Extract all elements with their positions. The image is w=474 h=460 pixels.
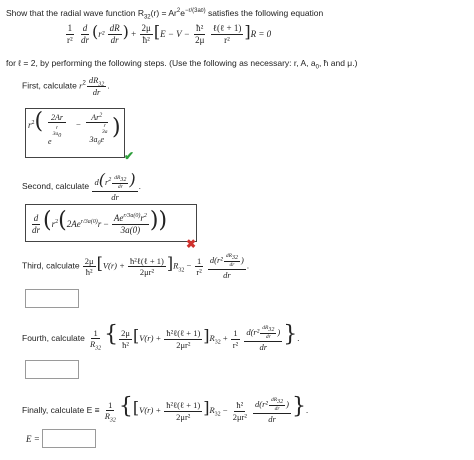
problem-statement: Show that the radial wave function $R_{32}(r) = Ar^2e^{-r/(3a0)}$ satisfies the following equation: [6, 8, 324, 21]
step5-minus: −: [222, 405, 228, 415]
step5-r2: r²: [262, 399, 268, 410]
condition-sub: 0: [315, 64, 319, 71]
eq-f2-den: ħ²: [142, 35, 150, 46]
eq-dr: dr: [110, 35, 119, 46]
step5-k-num: ħ²: [236, 400, 244, 411]
step1-ans-t2-num: Ar: [91, 113, 100, 122]
step4-k-den: r²: [232, 339, 239, 350]
step4-dr: dr: [259, 342, 268, 353]
step5-f-den: R: [104, 411, 110, 422]
step1-label: First, calculate: [22, 80, 77, 91]
step3-f-den: ħ²: [85, 267, 93, 278]
step4-f-num: 1: [93, 327, 98, 338]
condition-line: [6, 58, 358, 71]
step4-h-den: 2μr²: [176, 339, 191, 350]
step4-h-num: ħ²ℓ(ℓ + 1): [166, 328, 201, 339]
step1-ans-t2-densub: 0: [97, 140, 101, 147]
step2-ans-t2-expden: 3a(0): [127, 213, 141, 220]
func-subscript: 32: [143, 14, 151, 21]
step2-ans-t2-den: 3a(0): [120, 225, 141, 236]
step2-ans-expnum: r: [80, 219, 84, 225]
step1-r: r: [79, 80, 83, 91]
eq-f2-num: 2μ: [141, 23, 151, 34]
eq-r2: r²: [98, 29, 105, 39]
step4-dR: dR: [262, 325, 269, 332]
step1-prompt: First, calculate $r^2$ $\frac{dR_{32}}{dr}$ .: [22, 75, 110, 97]
step3-R: R: [173, 260, 179, 271]
step3-h-num: 1: [196, 255, 202, 266]
step5-R: R: [209, 405, 215, 415]
step3-minus: −: [186, 260, 192, 271]
exp-sup-sub: 0: [200, 8, 204, 15]
step2-sub: 32: [120, 177, 127, 184]
step5-dot: .: [305, 405, 309, 415]
step2-ans-r-after: r: [97, 219, 102, 229]
step2-ans-t2-r: r: [140, 213, 144, 224]
step4-g-den: ħ²: [122, 339, 129, 350]
step4-V: V(r) +: [139, 333, 162, 343]
step3-h-den: r²: [196, 267, 202, 278]
step1-correct-icon: ✔: [124, 149, 135, 163]
step3-V: V(r) +: [102, 260, 125, 271]
final-E-label: E =: [26, 434, 40, 444]
exp-sup: −r/(3a: [184, 8, 201, 15]
step2-ans-r: r: [51, 219, 56, 229]
step2-dR: dR: [114, 175, 121, 182]
step1-ans-t2-sup: 2: [99, 112, 103, 119]
step2-label: Second, calculate: [22, 181, 90, 192]
step5-k-den: 2μr²: [232, 411, 247, 422]
step2-incorrect-icon: ✖: [186, 237, 197, 251]
step1-ans-t1-expden: 3a: [52, 131, 59, 137]
step3-dot: .: [246, 260, 249, 271]
step2-ans-dr: dr: [32, 225, 41, 236]
step4-dr-inner: dr: [265, 333, 271, 340]
step3-dr: dr: [223, 270, 231, 280]
step1-ans-t2-e: e: [100, 135, 105, 144]
step3-g-num: ħ²ℓ(ℓ + 1): [129, 255, 164, 266]
step2-ans-t2-expnum: r: [123, 213, 126, 220]
step5-f-den-sub: 32: [109, 418, 116, 425]
eq-d-den: dr: [80, 35, 89, 46]
step5-f-num: 1: [108, 399, 113, 410]
step3-dR: dR: [225, 253, 232, 259]
step5-V: V(r) +: [139, 405, 162, 415]
step3-r2: r²: [217, 254, 223, 265]
eq-E-V: E − V −: [160, 29, 190, 39]
step1-ans-t2-expden: 3a: [102, 129, 108, 135]
step3-sub: 32: [231, 255, 238, 262]
eq-f4-den: r²: [224, 35, 230, 46]
step2-r: r: [104, 177, 109, 187]
step4-prompt: Fourth, calculate $\frac{1}{R_{32}}$ { $\frac{2\mu}{\text{ħ²}}$ [V(r) + $\frac{\text{ħ²ℓ(ℓ + 1)}}{\text{2μr²}}$ ]$R_{32}$ + $\frac{1}{\text{r²}}$ d(r² $\frac{dR_{32}}{dr}$ ) dr }.: [22, 322, 300, 353]
step5-dr: dr: [268, 414, 276, 425]
step2-answer-box[interactable]: [25, 204, 197, 242]
step5-label: Finally, calculate E ≡: [22, 405, 100, 415]
eq-plus: +: [131, 29, 137, 39]
step2-ans-d: d: [33, 213, 39, 224]
step4-r2: r²: [253, 327, 260, 338]
step4-R-sub: 32: [214, 339, 221, 346]
condition-text: for ℓ = 2, by performing the following steps. (Use the following as necessary: r, A, a: [6, 58, 316, 68]
step1-ans-t1-expnum: r: [55, 125, 59, 131]
step1-dr: dr: [92, 86, 101, 97]
step3-g-den: 2μr²: [139, 267, 155, 278]
func-rest-text: (r) = Ar: [150, 8, 177, 18]
eq-f4-num: ℓ(ℓ + 1): [212, 23, 242, 34]
step4-label: Fourth, calculate: [22, 333, 85, 343]
step2-d: d: [94, 177, 99, 187]
step3-answer-input[interactable]: [25, 289, 79, 308]
condition-end: , ħ and μ.): [318, 58, 358, 68]
step3-d: d: [209, 254, 215, 265]
step3-prompt: Third, calculate $\frac{2\mu}{\text{ħ²}}$ [V(r) + $\frac{\text{ħ²ℓ(ℓ + 1)}}{\text{2μr²}}$ ]$R_{32}$ − $\frac{1}{\text{r²}}$ d(r² $\frac{dR_{32}}{dr}$ ) dr .: [22, 253, 249, 280]
step3-R-sub: 32: [178, 267, 185, 274]
step2-ans-expden: 3a(0): [84, 219, 98, 225]
step1-dot: .: [107, 80, 110, 91]
step4-d: d: [246, 327, 251, 338]
step5-dr-inner: dr: [274, 405, 280, 412]
step5-h-num: ħ²ℓ(ℓ + 1): [166, 400, 201, 411]
step5-R-sub: 32: [214, 411, 221, 418]
step5-dR: dR: [270, 397, 278, 404]
main-equation: $\frac{1}{\text{r²}}$ $\frac{d}{dr}$ (r² $\frac{dR}{dr}$ ) + $\frac{2\mu}{\text{ħ²}}$ [E − V − $\frac{\text{ħ²}}{2\mu}$ $\frac{\text{ℓ(ℓ + 1)}}{\text{r²}}$ ]R = 0: [67, 22, 272, 46]
step1-ans-t1-num: 2Ar: [48, 113, 66, 123]
intro-trail-text: satisfies the following equation: [207, 8, 324, 18]
final-E-input[interactable]: [42, 429, 96, 448]
eq-d-num: d: [82, 23, 88, 34]
step1-answer-box[interactable]: [25, 108, 125, 158]
step2-ans-sup: 2: [55, 219, 59, 225]
eq-f1-den: r²: [67, 35, 73, 46]
intro-lead-text: Show that the radial wave function R: [6, 8, 144, 18]
eq-f3-den: 2μ: [195, 35, 205, 46]
step5-prompt: Finally, calculate E ≡ $\frac{1}{R_{32}}$ {[V(r) + $\frac{\text{ħ²ℓ(ℓ + 1)}}{\text{2μr²}}$ ]$R_{32}$ − $\frac{\text{ħ²}}{\text{2μr²}}$ d(r² $\frac{dR_{32}}{dr}$ ) dr }.: [22, 394, 309, 425]
step1-ans-term2: [86, 112, 108, 147]
step4-answer-input[interactable]: [25, 360, 79, 379]
step1-ans-rparen: ): [112, 115, 121, 140]
step3-label: Third, calculate: [22, 260, 80, 271]
step3-dr-inner: dr: [229, 261, 235, 268]
step4-plus: +: [222, 333, 228, 343]
step5-d: d: [255, 399, 260, 410]
step4-g-num: 2μ: [121, 328, 130, 339]
step1-ans-t2-den: 3a: [89, 135, 98, 144]
exp-sup-end: ): [203, 8, 206, 15]
step4-dot: .: [297, 333, 300, 343]
step1-sub: 32: [98, 81, 105, 88]
step4-sub: 32: [268, 327, 275, 334]
step4-R: R: [209, 333, 215, 343]
eq-R-zero: R = 0: [250, 29, 272, 39]
step1-ans-minus: −: [76, 119, 81, 129]
step2-dr: dr: [111, 192, 119, 203]
step1-ans-t1-sub: 0: [58, 133, 62, 140]
step4-f-den-sub: 32: [95, 346, 102, 353]
exp-base: e: [180, 8, 185, 18]
step1-ans-term1: [48, 113, 66, 146]
step3-f-num: 2μ: [84, 255, 94, 266]
step2-ans-minus: −: [103, 219, 109, 229]
step4-f-den: R: [89, 339, 96, 350]
step1-dR: dR: [88, 75, 99, 85]
eq-dR: dR: [109, 23, 120, 34]
step2-ans-t2-num: Ae: [113, 213, 124, 224]
step5-sub: 32: [277, 399, 284, 406]
step2-ans-t1: 2Ae: [66, 219, 81, 229]
step2-answer-expression: $\frac{d}{dr}$ ($r^2(2Ae^{r/3a(0)}r$ − $\frac{Ae^{r/3a(0)}r^2}{3a(0)}$ )): [32, 208, 168, 236]
step1-ans-t2-expnum: r: [103, 123, 106, 129]
step2-dot: .: [138, 181, 142, 192]
step1-answer-expression: $r^2$(: [28, 109, 44, 134]
step4-k-num: 1: [233, 328, 238, 339]
step1-ans-t1-e: e: [48, 137, 52, 146]
eq-f3-num: ħ²: [196, 23, 204, 34]
step2-prompt: Second, calculate $d(r^2$ $\frac{dR_{32}}{dr}$ ) dr .: [22, 170, 142, 203]
step1-ans-r: r: [28, 120, 32, 130]
step5-h-den: 2μr²: [176, 411, 191, 422]
eq-f1-num: 1: [67, 23, 73, 34]
step2-dr-inner: dr: [117, 183, 123, 190]
